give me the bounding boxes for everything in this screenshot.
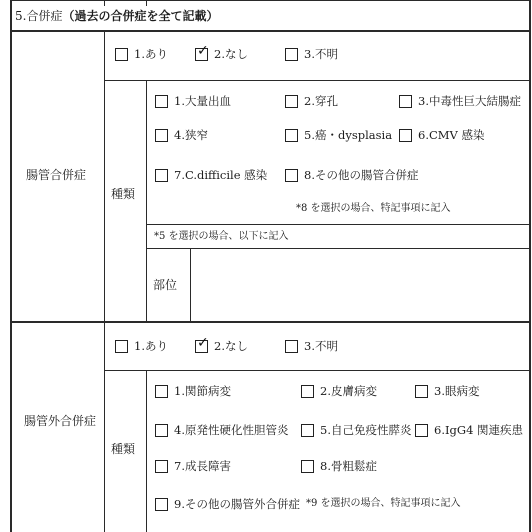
intestinal-presence-3-label: 3.不明 — [304, 47, 338, 61]
top-stub-line-2 — [146, 0, 147, 6]
intestinal-option-4-checkbox[interactable] — [155, 129, 168, 142]
intestinal-option-4-label: 4.狭窄 — [174, 128, 208, 142]
check-mark-icon: ✓ — [197, 43, 209, 59]
extraintestinal-presence-2-label: 2.なし — [214, 339, 248, 353]
extraintestinal-option-5-label: 5.自己免疫性膵炎 — [320, 423, 412, 437]
extraintestinal-type-label: 種類 — [111, 442, 136, 456]
extraintestinal-presence-1-checkbox[interactable] — [115, 340, 128, 353]
extraintestinal-option-5-checkbox[interactable] — [301, 424, 314, 437]
intestinal-presence-3-checkbox[interactable] — [285, 48, 298, 61]
extraintestinal-option-3-label: 3.眼病変 — [434, 384, 480, 398]
extraintestinal-option-9-checkbox[interactable] — [155, 498, 168, 511]
intestinal-option-3-checkbox[interactable] — [399, 95, 412, 108]
extraintestinal-presence-2-checkbox[interactable] — [195, 335, 209, 353]
intestinal-option-7-label: 7.C.difficile 感染 — [174, 168, 268, 182]
extraintestinal-label: 腸管外合併症 — [24, 414, 97, 428]
extraintestinal-option-3-checkbox[interactable] — [415, 385, 428, 398]
extraintestinal-option-2-label: 2.皮膚病変 — [320, 384, 377, 398]
extraintestinal-option-6-label: 6.IgG4 関連疾患 — [434, 423, 524, 437]
top-border — [10, 0, 530, 1]
extraintestinal-presence-1-label: 1.あり — [134, 339, 168, 353]
intestinal-note5-divider — [146, 224, 530, 225]
top-stub-line — [104, 0, 105, 6]
left-border — [10, 0, 12, 532]
intestinal-site-field[interactable] — [191, 249, 529, 321]
intestinal-presence-1-checkbox[interactable] — [115, 48, 128, 61]
section-heading — [15, 9, 218, 23]
section-note: （過去の合併症を全て記載） — [62, 9, 219, 23]
intestinal-option-7-checkbox[interactable] — [155, 169, 168, 182]
intestinal-option-1-checkbox[interactable] — [155, 95, 168, 108]
extraintestinal-option-1-checkbox[interactable] — [155, 385, 168, 398]
intestinal-note5: *5 を選択の場合、以下に記入 — [154, 231, 289, 242]
intestinal-presence-divider — [104, 80, 530, 81]
extraintestinal-option-7-checkbox[interactable] — [155, 460, 168, 473]
intestinal-type-col-divider — [146, 80, 147, 322]
extraintestinal-option-4-checkbox[interactable] — [155, 424, 168, 437]
extraintestinal-presence-3-label: 3.不明 — [304, 339, 338, 353]
extraintestinal-note9: *9 を選択の場合、特記事項に記入 — [306, 498, 461, 509]
intestinal-option-3-label: 3.中毒性巨大結腸症 — [418, 94, 521, 108]
extraintestinal-option-2-checkbox[interactable] — [301, 385, 314, 398]
intestinal-option-6-checkbox[interactable] — [399, 129, 412, 142]
intestinal-option-6-label: 6.CMV 感染 — [418, 128, 485, 142]
intestinal-option-5-label: 5.癌・dysplasia — [304, 128, 393, 142]
extraintestinal-option-6-checkbox[interactable] — [415, 424, 428, 437]
intestinal-option-8-label: 8.その他の腸管合併症 — [304, 168, 419, 182]
intestinal-option-1-label: 1.大量出血 — [174, 94, 231, 108]
extra-type-col-divider — [146, 370, 147, 532]
extraintestinal-option-8-checkbox[interactable] — [301, 460, 314, 473]
extraintestinal-option-1-label: 1.関節病変 — [174, 384, 231, 398]
extraintestinal-option-7-label: 7.成長障害 — [174, 459, 231, 473]
section-title: 合併症 — [26, 9, 63, 23]
intestinal-option-2-checkbox[interactable] — [285, 95, 298, 108]
intestinal-label: 腸管合併症 — [26, 168, 87, 182]
intestinal-option-8-checkbox[interactable] — [285, 169, 298, 182]
extraintestinal-option-8-label: 8.骨粗鬆症 — [320, 459, 377, 473]
intestinal-option-2-label: 2.穿孔 — [304, 94, 338, 108]
intestinal-presence-2-label: 2.なし — [214, 47, 248, 61]
extra-presence-divider — [104, 370, 530, 371]
extraintestinal-presence-3-checkbox[interactable] — [285, 340, 298, 353]
section-number: 5. — [15, 9, 27, 23]
intestinal-presence-2-checkbox[interactable] — [195, 43, 209, 61]
section-divider — [10, 321, 530, 323]
intestinal-note8: *8 を選択の場合、特記事項に記入 — [296, 203, 451, 214]
extraintestinal-option-9-label: 9.その他の腸管外合併症 — [174, 497, 300, 511]
extraintestinal-option-4-label: 4.原発性硬化性胆管炎 — [174, 423, 289, 437]
intestinal-type-label: 種類 — [111, 187, 136, 201]
intestinal-presence-1-label: 1.あり — [134, 47, 168, 61]
intestinal-site-label: 部位 — [153, 278, 178, 292]
label-column-divider — [104, 30, 105, 532]
header-bottom-border — [10, 30, 530, 32]
intestinal-option-5-checkbox[interactable] — [285, 129, 298, 142]
check-mark-icon: ✓ — [197, 335, 209, 351]
